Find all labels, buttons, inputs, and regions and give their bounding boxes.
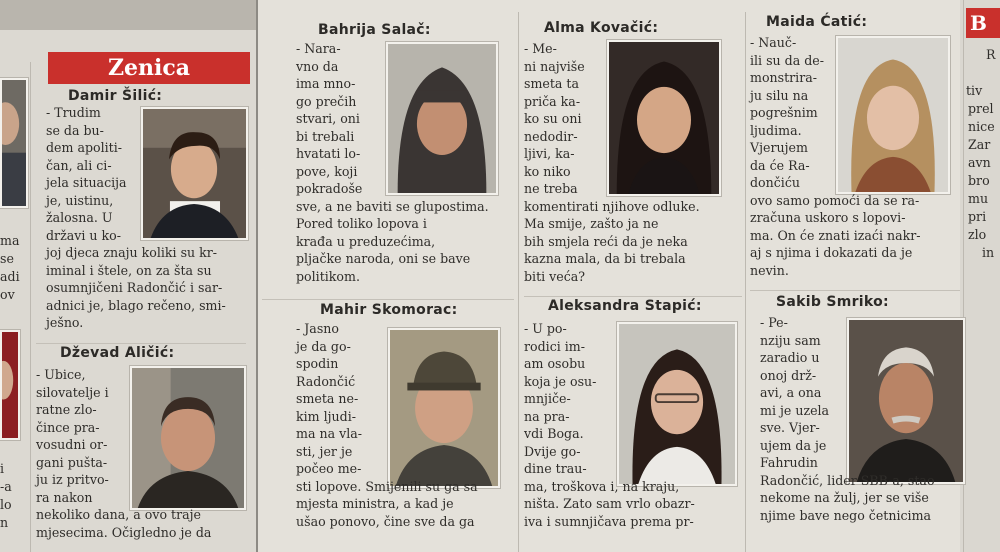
- column-divider: [518, 12, 519, 552]
- interviewee-name: Maida Ćatić:: [766, 14, 868, 30]
- section-divider: [524, 296, 742, 297]
- interview-text: - Nauč- ili su da de- monstrira- ju silu na pogrešnim ljudima. Vjerujem da će Ra- dončiću ovo samo pomoći da se ra- zračuna uskoro s lopovi- ma. On će znati izaći nakr- aj s njima i dokazati da je nevin.: [750, 35, 921, 278]
- right-edge-fragment: avn: [968, 155, 991, 170]
- interview-text: - Me- ni najviše smeta ta priča ka- ko su oni nedodir- ljivi, ka- ko niko ne treba komentirati njihove odluke. Ma smije, zašto ja ne bih smjela reći da je neka kazna mala, da bi trebala biti veća?: [524, 41, 700, 284]
- right-edge-header: B: [966, 8, 1000, 38]
- right-edge-fragment: prel: [968, 101, 994, 116]
- left-edge-fragment: lo: [0, 497, 12, 512]
- interview-text: - Nara- vno da ima mno- go prečih stvari, oni bi trebali hvatati lo- pove, koji pokradoše sve, a ne baviti se glupostima. Pored toliko lopova i krađa u preduzećima, pljačke naroda, oni se bave politikom.: [296, 41, 489, 284]
- interviewee-name: Damir Šilić:: [68, 88, 163, 104]
- interview-text: - Jasno je da go- spodin Radončić smeta ne- kim ljudi- ma na vla- sti, jer je počeo me- sti lopove. Smijenili su ga sa mjesta ministra, a kad je ušao ponovo, čine sve da ga: [296, 321, 478, 529]
- interview-text: - Ubice, silovatelje i ratne zlo- čince pra- vosudni or- gani pušta- ju iz pritvo- ra nakon nekoliko dana, a ovo traje mjesecima. Očigledno je da: [36, 367, 212, 540]
- right-edge-fragment: R: [986, 47, 996, 62]
- previous-page-strip: [0, 0, 256, 30]
- column-divider: [30, 62, 31, 552]
- section-divider: [262, 299, 514, 300]
- right-edge-fragment: nice: [968, 119, 995, 134]
- left-edge-fragment: i: [0, 461, 5, 476]
- left-edge-fragment: se: [0, 251, 14, 266]
- section-divider: [750, 290, 960, 291]
- right-edge-fragment: bro: [968, 173, 990, 188]
- left-edge-fragment: -a: [0, 479, 12, 494]
- interviewee-name: Bahrija Salač:: [318, 22, 431, 38]
- column-divider: [745, 12, 746, 552]
- left-edge-fragment: n: [0, 515, 9, 530]
- right-edge-fragment: in: [982, 245, 995, 260]
- interview-text: - Pe- nziju sam zaradio u onoj drž- avi, a ona mi je uzela sve. Vjer- ujem da je Fahrudin Radončić, lider SBB-a, stao nekome na žulj, jer se više njime bave nego četnicima: [760, 315, 935, 523]
- interview-text: - U po- rodici im- am osobu koja je osu- mnjiče- na pra- vdi Boga. Dvije go- dine trau- ma, troškova i, na kraju, ništa. Zato sam vrlo obazr- iva i sumnjičava prema pr-: [524, 321, 695, 529]
- interviewee-name: Aleksandra Stapić:: [548, 298, 702, 314]
- left-edge-fragment: ov: [0, 287, 15, 302]
- interview-text: - Trudim se da bu- dem apoliti- čan, ali ci- jela situacija je, uistinu, žalosna. U državi u ko- joj djeca znaju koliki su kr- iminal i štele, on za šta su osumnjičeni Radončić i sar- adnici je, blago rečeno, smi- ješno.: [46, 105, 226, 330]
- right-edge-fragment: zlo: [968, 227, 987, 242]
- right-edge-fragment: mu: [968, 191, 989, 206]
- left-edge-fragment: adi: [0, 269, 20, 284]
- interviewee-name: Dževad Aličić:: [60, 345, 175, 361]
- region-header: Zenica: [48, 52, 250, 84]
- interviewee-name: Sakib Smriko:: [776, 294, 889, 310]
- left-edge-fragment: ma: [0, 233, 20, 248]
- cropped-portrait-photo: [0, 78, 28, 208]
- interviewee-name: Mahir Skomorac:: [320, 302, 458, 318]
- right-edge-fragment: tiv: [966, 83, 983, 98]
- section-divider: [36, 343, 246, 344]
- interviewee-name: Alma Kovačić:: [544, 20, 659, 36]
- right-edge-fragment: pri: [968, 209, 987, 224]
- cropped-portrait-photo: [0, 330, 20, 440]
- right-edge-fragment: Zar: [968, 137, 991, 152]
